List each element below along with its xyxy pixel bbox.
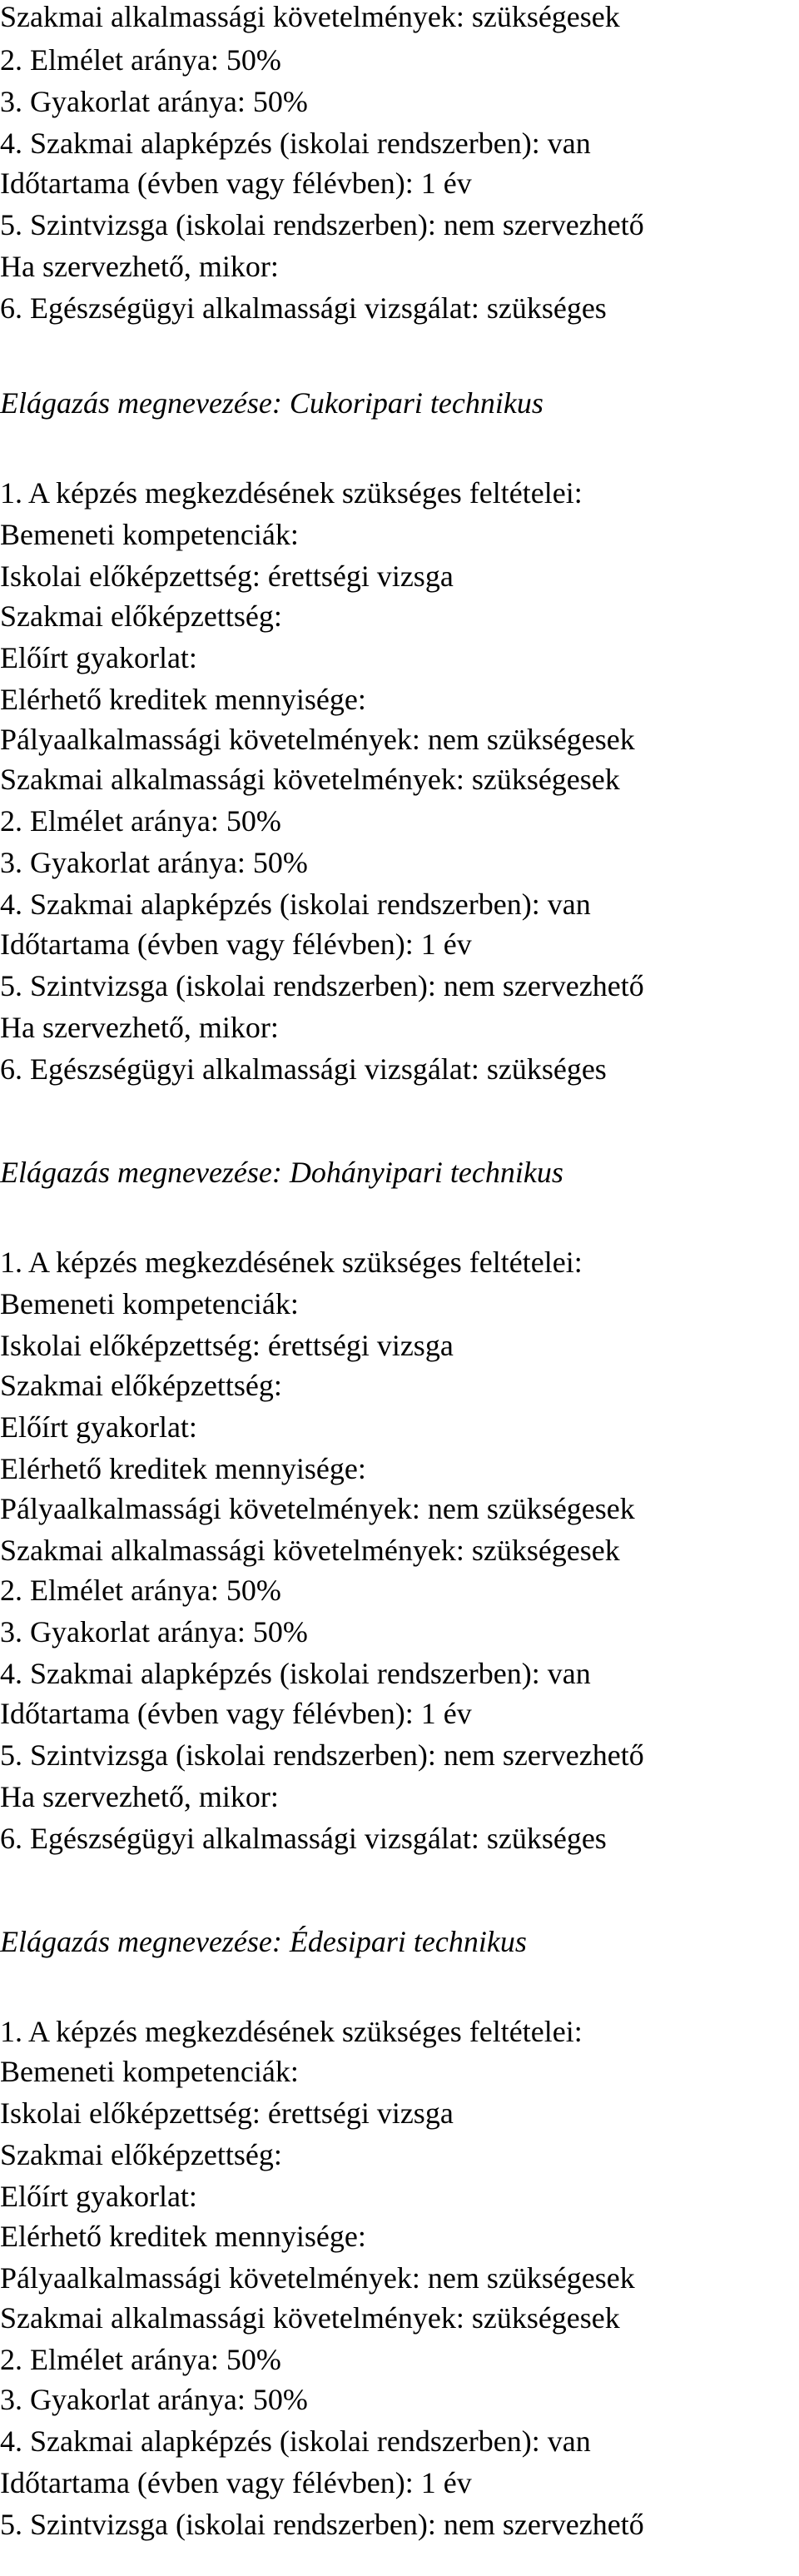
text-line: 3. Gyakorlat aránya: 50% xyxy=(0,85,308,118)
text-line: 2. Elmélet aránya: 50% xyxy=(0,43,281,77)
text-line: 3. Gyakorlat aránya: 50% xyxy=(0,1615,308,1649)
text-line: Bemeneti kompetenciák: xyxy=(0,1287,299,1320)
text-line: Előírt gyakorlat: xyxy=(0,2180,197,2213)
text-line: 2. Elmélet aránya: 50% xyxy=(0,804,281,838)
text-line: 5. Szintvizsga (iskolai rendszerben): nem szervezhető xyxy=(0,969,644,1002)
text-line: Elérhető kreditek mennyisége: xyxy=(0,2220,366,2253)
text-line: Elérhető kreditek mennyisége: xyxy=(0,683,366,716)
text-line: 6. Egészségügyi alkalmassági vizsgálat: szükséges xyxy=(0,291,607,325)
section-heading: Elágazás megnevezése: Dohányipari technikus xyxy=(0,1156,563,1189)
text-line: 4. Szakmai alapképzés (iskolai rendszerben): van xyxy=(0,888,591,921)
text-line: 1. A képzés megkezdésének szükséges feltételei: xyxy=(0,2015,583,2048)
text-line: Iskolai előképzettség: érettségi vizsga xyxy=(0,559,454,593)
text-line: Szakmai alkalmassági követelmények: szükségesek xyxy=(0,1534,620,1567)
text-line: Szakmai alkalmassági követelmények: szükségesek xyxy=(0,0,620,33)
text-line: Időtartama (évben vagy félévben): 1 év xyxy=(0,1697,472,1730)
text-line: Időtartama (évben vagy félévben): 1 év xyxy=(0,927,472,961)
text-line: Pályaalkalmassági követelmények: nem szükségesek xyxy=(0,1492,635,1525)
text-line: Szakmai előképzettség: xyxy=(0,1369,282,1402)
text-line: Ha szervezhető, mikor: xyxy=(0,1780,279,1813)
text-line: Iskolai előképzettség: érettségi vizsga xyxy=(0,2096,454,2130)
text-line: 6. Egészségügyi alkalmassági vizsgálat: szükséges xyxy=(0,1052,607,1086)
text-line: 2. Elmélet aránya: 50% xyxy=(0,1574,281,1607)
text-line: Pályaalkalmassági követelmények: nem szükségesek xyxy=(0,2261,635,2295)
text-line: 1. A képzés megkezdésének szükséges feltételei: xyxy=(0,476,583,510)
text-line: 5. Szintvizsga (iskolai rendszerben): nem szervezhető xyxy=(0,1738,644,1772)
text-line: Ha szervezhető, mikor: xyxy=(0,250,279,283)
text-line: 3. Gyakorlat aránya: 50% xyxy=(0,846,308,879)
text-line: Szakmai előképzettség: xyxy=(0,2138,282,2171)
text-line: Szakmai alkalmassági követelmények: szükségesek xyxy=(0,763,620,796)
text-line: 6. Egészségügyi alkalmassági vizsgálat: szükséges xyxy=(0,1822,607,1855)
text-line: 2. Elmélet aránya: 50% xyxy=(0,2343,281,2376)
text-line: Előírt gyakorlat: xyxy=(0,641,197,674)
text-line: 3. Gyakorlat aránya: 50% xyxy=(0,2383,308,2416)
text-line: Bemeneti kompetenciák: xyxy=(0,518,299,551)
text-line: 1. A képzés megkezdésének szükséges feltételei: xyxy=(0,1246,583,1279)
text-line: Szakmai előképzettség: xyxy=(0,599,282,633)
text-line: Előírt gyakorlat: xyxy=(0,1410,197,1444)
text-line: Időtartama (évben vagy félévben): 1 év xyxy=(0,2466,472,2499)
section-heading: Elágazás megnevezése: Édesipari technikus xyxy=(0,1925,527,1958)
text-line: Bemeneti kompetenciák: xyxy=(0,2055,299,2088)
text-line: Szakmai alkalmassági követelmények: szükségesek xyxy=(0,2301,620,2335)
section-heading: Elágazás megnevezése: Cukoripari technikus xyxy=(0,386,543,420)
text-line: 4. Szakmai alapképzés (iskolai rendszerben): van xyxy=(0,2424,591,2458)
text-line: 5. Szintvizsga (iskolai rendszerben): nem szervezhető xyxy=(0,2508,644,2541)
text-line: Iskolai előképzettség: érettségi vizsga xyxy=(0,1329,454,1362)
text-line: 4. Szakmai alapképzés (iskolai rendszerben): van xyxy=(0,1657,591,1690)
text-line: Elérhető kreditek mennyisége: xyxy=(0,1452,366,1485)
text-line: Időtartama (évben vagy félévben): 1 év xyxy=(0,167,472,200)
text-line: 5. Szintvizsga (iskolai rendszerben): nem szervezhető xyxy=(0,208,644,241)
text-line: Pályaalkalmassági követelmények: nem szükségesek xyxy=(0,723,635,756)
text-line: 4. Szakmai alapképzés (iskolai rendszerben): van xyxy=(0,127,591,160)
text-line: Ha szervezhető, mikor: xyxy=(0,1011,279,1044)
